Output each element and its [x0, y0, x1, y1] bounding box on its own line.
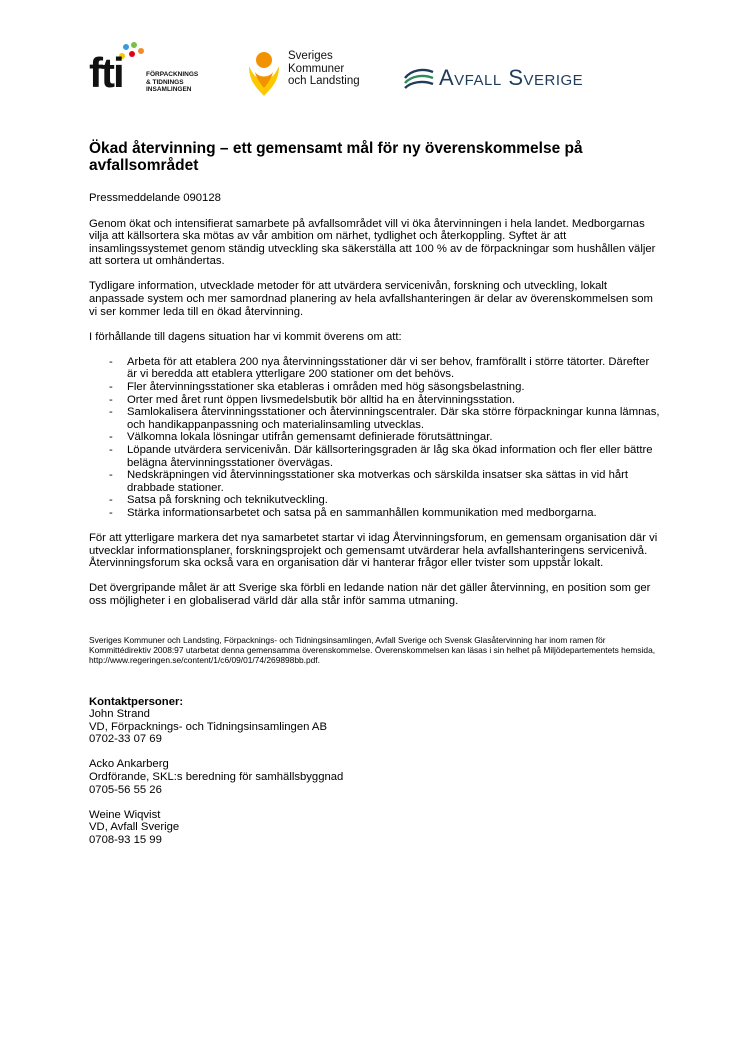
paragraph: Tydligare information, utvecklade metoder för att utvärdera servicenivån, forskning och utveckling, lokalt anpassade system och mer samordnad planering av hela avfallshanteringen är delar av överenskommelsen som vi ser kommer leda till en ökad återvinning. [89, 280, 653, 318]
contact-block [89, 758, 661, 796]
fti-logo [89, 40, 239, 100]
list-item: - Stärka informationsarbetet och satsa på en sammanhållen kommunikation med medborgarna. [89, 507, 661, 520]
list-item: - Välkomna lokala lösningar utifrån gemensamt definierade förutsättningar. [89, 431, 661, 444]
contact-role: Ordförande, SKL:s beredning för samhällsbyggnad [89, 771, 344, 783]
press-release-body [89, 140, 661, 859]
press-release-date: Pressmeddelande 090128 [89, 192, 221, 204]
skl-line: och Landsting [288, 75, 360, 87]
avfall-wave-icon [403, 64, 435, 92]
fti-dot [138, 48, 144, 54]
fti-subtitle [146, 71, 198, 94]
skl-line: Sveriges [288, 50, 333, 62]
fti-line: FÖRPACKNINGS [146, 71, 199, 78]
page-title: Ökad återvinning – ett gemensamt mål för ny överenskommelse på avfallsområdet [89, 140, 583, 174]
footnote: Sveriges Kommuner och Landsting, Förpacknings- och Tidningsinsamlingen, Avfall Sverige och Svensk Glasåtervinning har inom ramen för Kommittédirektiv 2008:97 utarbetat denna gemensamma överenskommelse. Överenskommelsen kan läsas i sin helhet på Miljödepartementets hemsida, http://www.regeringen.se/content/1/c6/09/01/74/269898bb.pdf. [89, 634, 656, 665]
list-item: - Satsa på forskning och teknikutveckling. [89, 494, 661, 507]
fti-line: & TIDNINGS [146, 78, 184, 86]
skl-flame-icon [245, 48, 283, 98]
contact-block [89, 809, 661, 847]
fti-dot [131, 42, 137, 48]
paragraph: Genom ökat och intensifierat samarbete på avfallsområdet vill vi öka återvinningen i hela landet. Medborgarnas vilja att källsortera ska mötas av vår ambition om närhet, tydlighet och återkoppling. Syftet är att insamlingssystemet genom ständig utveckling ska säkerställa att 100 % av de förpackningar som hushållen väljer att sortera ut omhändertas. [89, 217, 656, 268]
skl-logo [245, 46, 385, 100]
contact-name: John Strand [89, 708, 150, 721]
fti-dot [129, 51, 135, 57]
fti-line: INSAMLINGEN [146, 86, 192, 93]
paragraph: Det övergripande målet är att Sverige ska förbli en ledande nation när det gäller återvinning, en position som ger oss möjligheter i en globaliserad värld där alla står inför samma utmaning. [89, 582, 651, 607]
avfall-sverige-logo [403, 62, 643, 98]
list-item: - Fler återvinningsstationer ska etableras i områden med hög säsongsbelastning. [89, 381, 661, 394]
avfall-wordmark: Avfall Sverige [439, 65, 584, 90]
list-item: - Nedskräpningen vid återvinningsstationer ska motverkas och särskilda insatser ska sättas in vid hårt drabbade stationer. [89, 469, 661, 494]
contact-phone: 0705-56 55 26 [89, 783, 162, 796]
contact-role: VD, Avfall Sverige [89, 821, 180, 834]
skl-wordmark [288, 50, 360, 88]
paragraph: I förhållande till dagens situation har vi kommit överens om att: [89, 330, 402, 343]
contact-phone: 0708-93 15 99 [89, 833, 162, 846]
list-item: - Orter med året runt öppen livsmedelsbutik bör alltid ha en återvinningsstation. [89, 394, 661, 407]
contact-name: Acko Ankarberg [89, 758, 169, 771]
logo-bar [89, 40, 649, 104]
fti-dot [123, 44, 129, 50]
contact-name: Weine Wiqvist [89, 808, 161, 821]
paragraph: För att ytterligare markera det nya samarbetet startar vi idag Återvinningsforum, en gemensam organisation där vi utvecklar informationsplaner, forskningsprojekt och gemensamt utvärderar hela avfallshanteringens servicenivå. Återvinningsforum ska också vara en organisation där vi hanterar frågor eller tvister som uppstår lokalt. [89, 532, 658, 570]
contact-phone: 0702-33 07 69 [89, 733, 162, 746]
contact-role: VD, Förpacknings- och Tidningsinsamlingen AB [89, 720, 327, 733]
contacts-heading: Kontaktpersoner: [89, 695, 184, 708]
list-item: - Samlokalisera återvinningsstationer och återvinningscentraler. Där ska större förpackningar kunna lämnas, och handikappanpassning och materialinsamling utvecklas. [89, 406, 661, 431]
fti-wordmark: fti [89, 49, 123, 96]
agreement-list [89, 356, 661, 520]
list-item: - Arbeta för att etablera 200 nya återvinningsstationer där vi ser behov, framförallt i större tätorter. Därefter är vi beredda att etablera ytterligare 200 stationer om det behövs. [89, 356, 661, 381]
skl-line: Kommuner [288, 62, 345, 75]
list-item: - Löpande utvärdera servicenivån. Där källsorteringsgraden är låg ska ökad information och fler eller bättre belägna återvinningsstationer övervägas. [89, 444, 661, 469]
contact-block [89, 708, 661, 746]
